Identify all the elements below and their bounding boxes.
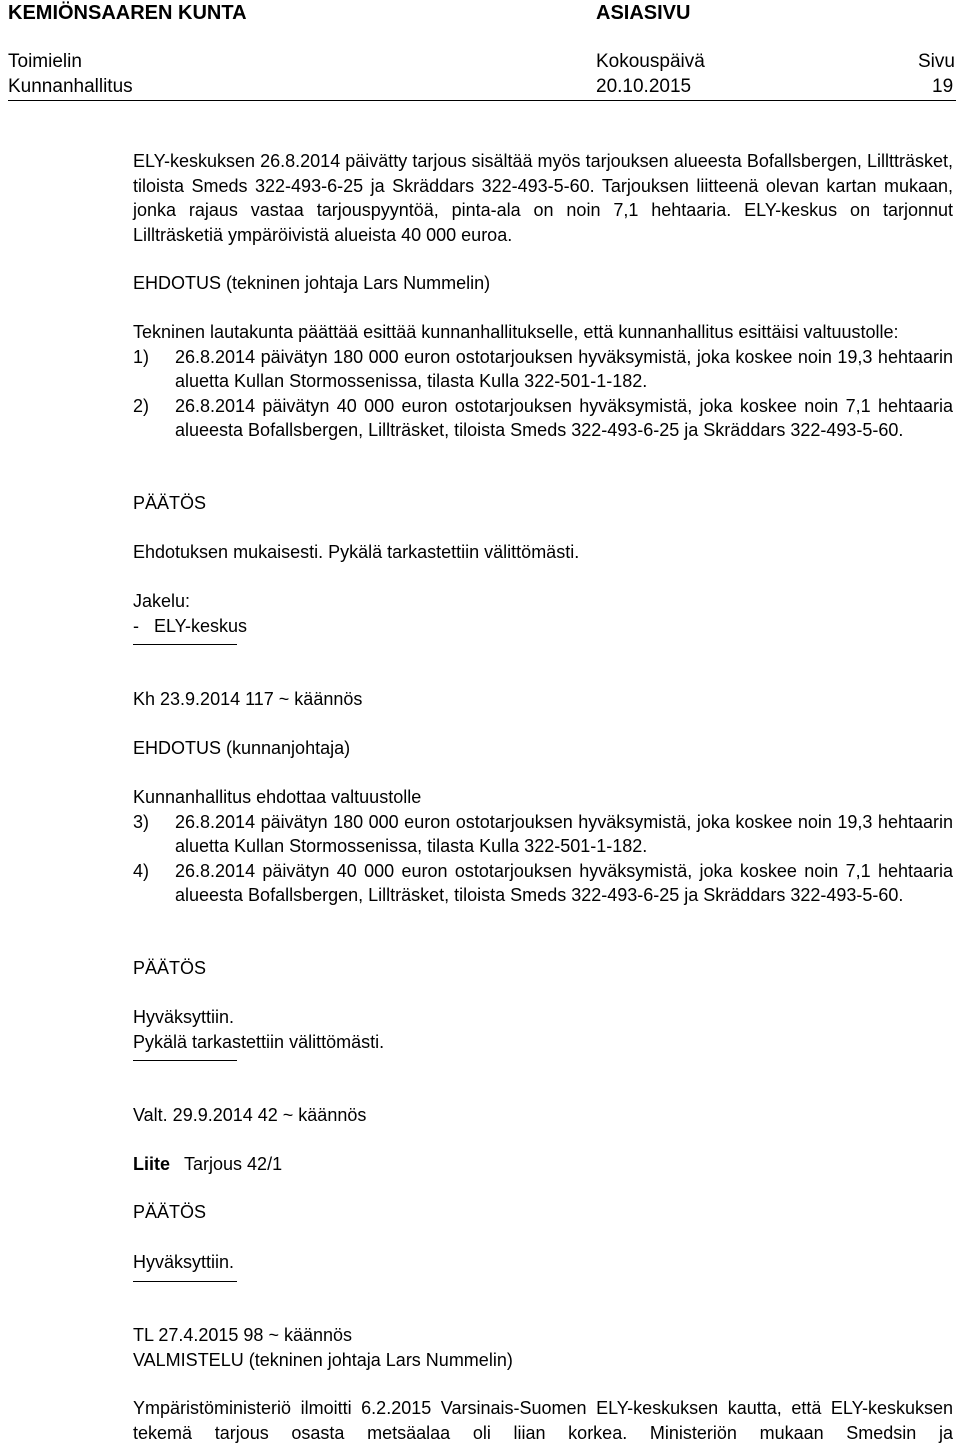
- proposal-item: 3) 26.8.2014 päivätyn 180 000 euron ostotarjouksen hyväksymistä, joka koskee noin 19,3 hehtaarin aluetta Kullan Stormossenissa, tilasta Kulla 322-501-1-182.: [133, 811, 953, 856]
- attachment-text: Tarjous 42/1: [184, 1154, 283, 1174]
- proposal-item: 1) 26.8.2014 päivätyn 180 000 euron ostotarjouksen hyväksymistä, joka koskee noin 19,3 hehtaarin aluetta Kullan Stormossenissa, tilasta Kulla 322-501-1-182.: [133, 346, 953, 391]
- header-divider: [8, 100, 956, 101]
- kh-reference: Kh 23.9.2014 117 ~ käännös: [133, 689, 363, 709]
- body-label: Toimielin: [8, 51, 82, 72]
- separator-rule: [133, 1060, 237, 1061]
- intro-paragraph: [133, 149, 953, 247]
- paatos-heading-2: PÄÄTÖS: [133, 958, 207, 978]
- separator-rule: [133, 1281, 237, 1282]
- document-type: ASIASIVU: [596, 2, 691, 24]
- ehdotus-heading-1: EHDOTUS (tekninen johtaja Lars Nummelin): [133, 273, 491, 293]
- jakelu-item: - ELY-keskus: [133, 615, 248, 636]
- ehdotus-heading-2: EHDOTUS (kunnanjohtaja): [133, 738, 351, 758]
- paatos-heading-3: PÄÄTÖS: [133, 1202, 207, 1222]
- kh-proposal-block: [133, 785, 953, 908]
- valt-reference: Valt. 29.9.2014 42 ~ käännös: [133, 1105, 367, 1125]
- paatos-text-1: Ehdotuksen mukaisesti. Pykälä tarkastettiin välittömästi.: [133, 542, 580, 562]
- jakelu-label: Jakelu:: [133, 591, 191, 611]
- tekn-proposal-text: Tekninen lautakunta päättää esittää kunnanhallitukselle, että kunnanhallitus esittäisi valtuustolle:: [133, 322, 899, 342]
- tl-block: [133, 1323, 953, 1372]
- paatos-text-3: Hyväksyttiin.: [133, 1250, 953, 1282]
- page-number: 19: [932, 76, 954, 97]
- proposal-item: 2) 26.8.2014 päivätyn 40 000 euron ostotarjouksen hyväksymistä, joka koskee noin 7,1 hehtaaria alueesta Bofallsbergen, Lillträsket, tiloista Smeds 322-493-6-25 ja Skräddars 322-493-5-60.: [133, 395, 953, 440]
- valmistelu-heading: VALMISTELU (tekninen johtaja Lars Nummelin): [133, 1349, 513, 1370]
- kh-proposal-text: Kunnanhallitus ehdottaa valtuustolle: [133, 787, 422, 807]
- page-label: Sivu: [918, 51, 955, 72]
- closing-text: Ympäristöministeriö ilmoitti 6.2.2015 Varsinais-Suomen ELY-keskuksen kautta, että ELY-keskuksen tekemä tarjous osasta metsäalaa oli liian korkea. Ministeriön mukaan Smedsin ja: [133, 1398, 953, 1443]
- proposal-item: 4) 26.8.2014 päivätyn 40 000 euron ostotarjouksen hyväksymistä, joka koskee noin 7,1 hehtaaria alueesta Bofallsbergen, Lillträsket, tiloista Smeds 322-493-6-25 ja Skräddars 322-493-5-60.: [133, 860, 953, 905]
- meeting-date: 20.10.2015: [596, 76, 692, 97]
- date-label: Kokouspäivä: [596, 51, 705, 72]
- intro-text: ELY-keskuksen 26.8.2014 päivätty tarjous sisältää myös tarjouksen alueesta Bofallsbergen, Lilltträsket, tiloista Smeds 322-493-6-25 ja Skräddars 322-493-5-60. Tarjouksen liitteenä olevan kartan mukaan, jonka rajaus vastaa tarjouspyyntöä, pinta-ala on noin 7,1 hehtaaria. ELY-keskus on tarjonnut Lillträsketiä ympäröivistä alueista 40 000 euroa.: [133, 151, 953, 245]
- attachment-label: Liite: [133, 1154, 171, 1174]
- paatos-heading-1: PÄÄTÖS: [133, 493, 207, 513]
- separator-rule: [133, 644, 237, 645]
- body-name: Kunnanhallitus: [8, 76, 133, 97]
- jakelu-block: [133, 589, 953, 645]
- organization-name: KEMIÖNSAAREN KUNTA: [8, 2, 247, 24]
- paatos-text-2: Hyväksyttiin. Pykälä tarkastettiin välittömästi.: [133, 1005, 953, 1061]
- attachment-line: [133, 1152, 953, 1177]
- tekn-proposal-block: [133, 320, 953, 443]
- closing-paragraph: [133, 1396, 953, 1445]
- tl-reference: TL 27.4.2015 98 ~ käännös: [133, 1325, 353, 1345]
